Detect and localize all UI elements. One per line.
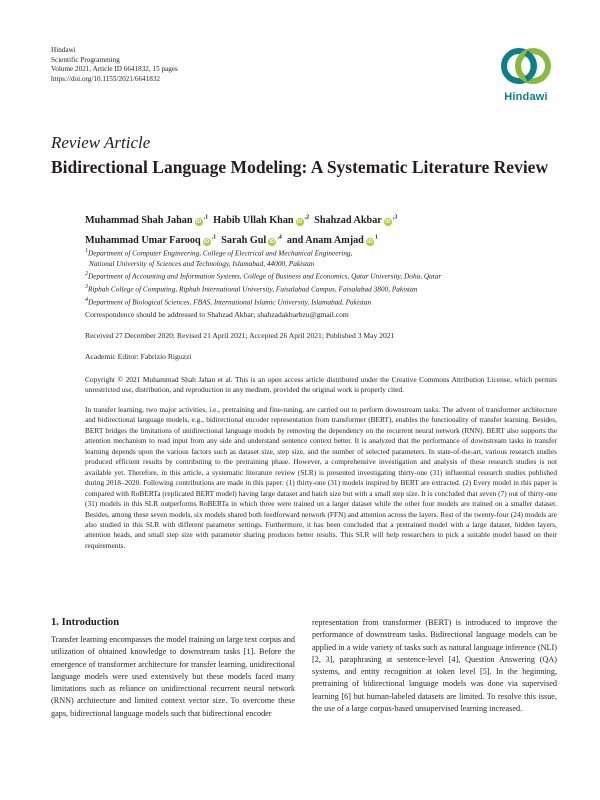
hindawi-logo xyxy=(496,44,556,106)
author-name: Habib Ullah Khan xyxy=(213,215,294,227)
author-list xyxy=(85,210,555,249)
author-affil-mark: ,1 xyxy=(203,215,209,221)
orcid-icon[interactable]: iD xyxy=(385,219,391,226)
affiliation-text: Department of Biological Sciences, FBAS, International Islamic University, Islamabad, Pakistan xyxy=(88,297,372,307)
correspondence: Correspondence should be addressed to Shahzad Akbar; shahzadakbarbzu@gmail.com xyxy=(85,310,349,319)
affiliation-number: 2 xyxy=(85,271,88,278)
logo-wordmark: Hindawi xyxy=(504,91,548,103)
abstract: In transfer learning, two major activities, i.e., pretraining and fine-tuning, are carried out to perform downstream tasks. The advent of transformer architecture and bidirectional language models, e.g., bidirectional encoder representation from transformer (BERT), enables the functionality of transfer learning. Besides, BERT bridges the limitations of unidirectional language models by removing the dependency on the recurrent neural network (RNN). BERT also supports the attention mechanism to read input from any side and understand sentence context better. It is analyzed that the performance of downstream tasks in transfer learning depends upon the various factors such as dataset size, step size, and the number of selected parameters. In state-of-the-art, various research studies produced efficient results by contributing to the pretraining phase. However, a comprehensive investigation and analysis of these research studies is not available yet. Therefore, in this article, a systematic literature review (SLR) is presented investigating thirty-one (31) influential research studies published during 2018–2020. Following contributions are made in this paper: (1) thirty-one (31) models inspired by BERT are extracted. (2) Every model in this paper is compared with RoBERTa (replicated BERT model) having large dataset and batch size but with a small step size. It is concluded that seven (7) out of thirty-one (31) models in this SLR outperforms RoBERTa in which three were trained on a larger dataset while the other four models are trained on a smaller dataset. Besides, among these seven models, six models shared both feedforward network (FFN) and attention across the layers. Rest of the twenty-four (24) models are also studied in this SLR with different parameter settings. Furthermore, it has been concluded that a pretrained model with a large dataset, hidden layers, attention heads, and small step size with parameter sharing produces better results. This SLR will help researchers to pick a suitable model based on their requirements. xyxy=(85,405,557,550)
author-affil-mark: ,1 xyxy=(211,234,217,241)
publication-dates: Received 27 December 2020; Revised 21 April 2021; Accepted 26 April 2021; Published 3 May 2021 xyxy=(85,331,395,340)
paper-title: Bidirectional Language Modeling: A Systematic Literature Review xyxy=(51,157,549,177)
author[interactable] xyxy=(85,235,216,246)
orcid-icon[interactable]: iD xyxy=(367,238,373,245)
intro-right-column: representation from transformer (BERT) is introduced to improve the performance of downstream tasks. Bidirectional language models can be applied in a wide variety of tasks such as natural language inference (NLI) [2, 3], paraphrasing at sentence-level [4], Question Answering (QA) systems, and entity recognition at token level [5]. In the beginning, pretraining of bidirectional language models was done via supervised learning [6] but human-labeled datasets are limited. To resolve this issue, the use of a large corpus-based unsupervised learning increased. xyxy=(312,618,557,713)
author[interactable] xyxy=(314,215,397,226)
affiliation xyxy=(85,246,555,259)
affiliation-continuation: National University of Sciences and Technology, Islamabad, 44000, Pakistan xyxy=(89,258,315,268)
author-name: Sarah Gul xyxy=(221,234,267,246)
author[interactable] xyxy=(287,235,378,246)
affiliation-text: Riphah College of Computing, Riphah International University, Faisalabad Campus, Faisalabad 3800, Pakistan xyxy=(88,284,418,294)
affiliation xyxy=(85,282,555,295)
author-affil-mark: 1 xyxy=(374,234,378,241)
copyright-notice: Copyright © 2021 Muhammad Shah Jahan et al. This is an open access article distributed under the Creative Commons Attribution License, which permits unrestricted use, distribution, and reproduction in any medium, provided the original work is properly cited. xyxy=(85,375,557,395)
affiliation xyxy=(85,269,555,282)
author-name: Muhammad Shah Jahan xyxy=(85,215,193,227)
affiliation-number: 1 xyxy=(85,248,88,254)
academic-editor: Academic Editor: Fabrizio Riguzzi xyxy=(85,352,192,361)
orcid-icon[interactable]: iD xyxy=(269,238,276,245)
hindawi-logo-icon xyxy=(496,44,556,90)
author-affil-mark: ,3 xyxy=(392,215,398,221)
author[interactable] xyxy=(221,235,282,246)
affiliation-text: Department of Computer Engineering, College of Electrical and Mechanical Engineering, xyxy=(88,248,353,258)
volume-line: Volume 2021, Article ID 6641832, 15 pages xyxy=(51,65,178,74)
intro-left-column: Transfer learning encompasses the model training on large text corpus and utilization of obtained knowledge to downstream tasks [1]. Before the emergence of transformer architecture for transfer learning, unidirectional language models were used extensively but these models faced many limitations such as reliance on unidirectional recurrent neural network (RNN) architecture and limited context vector size. To overcome these gaps, bidirectional language models such that bidirectional encoder xyxy=(51,635,295,718)
affiliation-number: 3 xyxy=(85,284,88,291)
doi-link[interactable]: https://doi.org/10.1155/2021/6641832 xyxy=(51,74,161,83)
orcid-icon[interactable]: iD xyxy=(203,238,210,245)
section-heading: 1. Introduction xyxy=(51,617,120,628)
journal-header xyxy=(51,46,178,84)
journal-name: Scientific Programming xyxy=(51,55,120,64)
author-name: and Anam Amjad xyxy=(286,234,364,246)
author[interactable] xyxy=(213,215,309,226)
author-affil-mark: ,4 xyxy=(277,234,282,241)
affiliation-list xyxy=(85,246,555,308)
publisher-name: Hindawi xyxy=(51,46,76,54)
author-name: Muhammad Umar Farooq xyxy=(85,234,201,246)
author-name: Shahzad Akbar xyxy=(314,215,382,227)
article-type: Review Article xyxy=(51,133,151,152)
affiliation xyxy=(85,295,555,308)
affiliation-text: Department of Accounting and Information Systems, College of Business and Economics, Qatar University, Doha, Qatar xyxy=(88,271,442,281)
author-affil-mark: ,2 xyxy=(304,215,310,221)
orcid-icon[interactable]: iD xyxy=(195,219,202,226)
orcid-icon[interactable]: iD xyxy=(296,219,303,226)
author[interactable] xyxy=(85,215,208,226)
affiliation-number: 4 xyxy=(85,296,88,303)
